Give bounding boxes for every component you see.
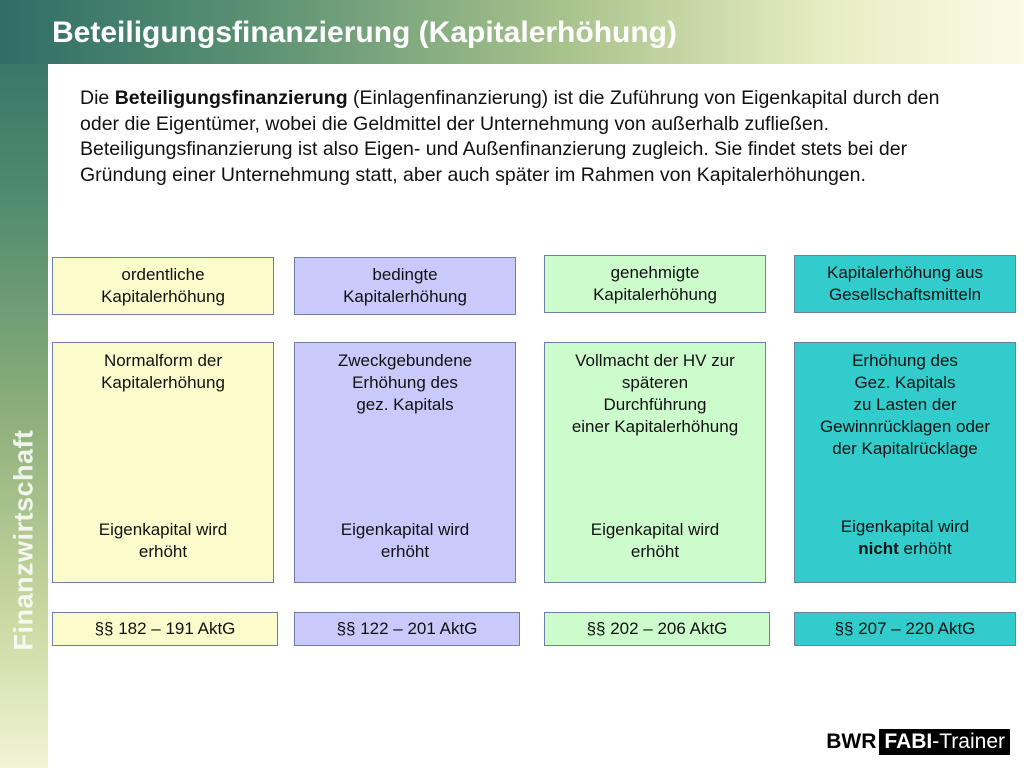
description-line: der Kapitalrücklage: [832, 439, 978, 458]
sidebar-label: Finanzwirtschaft: [8, 429, 39, 651]
header-line: genehmigte: [610, 263, 700, 282]
description-line: einer Kapitalerhöhung: [571, 417, 739, 436]
description-line: Erhöhung des: [852, 351, 958, 370]
description-line: gez. Kapitals: [356, 395, 454, 414]
description-line: Zweckgebundene: [337, 351, 473, 370]
effect-line: Eigenkapital wird: [840, 517, 970, 536]
law-box-gesellschaftsmittel: [794, 612, 1016, 646]
law-box-bedingte: [294, 612, 520, 646]
logo-bwr: BWR: [826, 730, 877, 753]
effect-text: [295, 519, 515, 563]
effect-bold-word: nicht: [858, 539, 899, 558]
law-box-genehmigte: [544, 612, 770, 646]
header-line: Kapitalerhöhung aus: [827, 263, 983, 282]
page-title: Beteiligungsfinanzierung (Kapitalerhöhung): [52, 16, 677, 49]
header-line: Kapitalerhöhung: [101, 287, 225, 306]
header-box-gesellschaftsmittel: [794, 255, 1016, 313]
effect-line: erhöht: [138, 542, 188, 561]
header-line: bedingte: [372, 265, 438, 284]
intro-paragraph: [80, 86, 960, 188]
description-box-genehmigte: [544, 342, 766, 583]
effect-line: erhöht: [630, 542, 680, 561]
description-line: späteren: [621, 373, 689, 392]
effect-line: [795, 538, 1015, 560]
effect-line: Eigenkapital wird: [340, 520, 470, 539]
description-line: Gez. Kapitals: [854, 373, 956, 392]
header-box-bedingte: [294, 257, 516, 315]
header-box-ordentliche: [52, 257, 274, 315]
description-box-bedingte: [294, 342, 516, 583]
description-line: Vollmacht der HV zur: [575, 351, 735, 370]
description-line: Gewinnrücklagen oder: [819, 417, 991, 436]
effect-line: Eigenkapital wird: [590, 520, 720, 539]
header-line: Kapitalerhöhung: [343, 287, 467, 306]
header-box-genehmigte: [544, 255, 766, 313]
header-line: Gesellschaftsmitteln: [828, 285, 982, 304]
description-line: zu Lasten der: [853, 395, 957, 414]
description-line: Normalform der: [103, 351, 223, 370]
logo-fabi: FABI: [884, 730, 933, 753]
intro-prefix: Die: [80, 87, 115, 109]
effect-text: [53, 519, 273, 563]
effect-line: Eigenkapital wird: [98, 520, 228, 539]
brand-logo: [826, 729, 1010, 755]
law-reference: §§ 202 – 206 AktG: [586, 619, 728, 638]
logo-fabi-box: [879, 729, 1010, 755]
law-reference: §§ 122 – 201 AktG: [336, 619, 478, 638]
intro-rest: (Einlagenfinanzierung) ist die Zuführung von Eigenkapital durch den oder die Eigentümer, wobei die Geldmittel der Unternehmung von außerhalb zufließen. Beteiligungsfinanzierung ist also Eigen- und Außenfinanzierung zugleich. Sie findet stets bei der Gründung einer Unternehmung statt, aber auch später im Rahmen von Kapitalerhöhungen.: [80, 87, 940, 186]
description-box-gesellschaftsmittel: [794, 342, 1016, 583]
sidebar-band: [0, 0, 48, 768]
effect-text: [545, 519, 765, 563]
header-line: Kapitalerhöhung: [593, 285, 717, 304]
law-reference: §§ 182 – 191 AktG: [94, 619, 236, 638]
description-line: Durchführung: [603, 395, 707, 414]
law-box-ordentliche: [52, 612, 278, 646]
effect-rest: erhöht: [898, 539, 952, 558]
header-line: ordentliche: [121, 265, 205, 284]
description-line: Erhöhung des: [352, 373, 458, 392]
title-bar: [0, 0, 1024, 64]
effect-line: erhöht: [380, 542, 430, 561]
logo-trainer: -Trainer: [932, 730, 1005, 753]
intro-bold-term: Beteiligungsfinanzierung: [114, 87, 348, 109]
description-line: Kapitalerhöhung: [101, 373, 225, 392]
law-reference: §§ 207 – 220 AktG: [834, 619, 976, 638]
effect-text: [795, 516, 1015, 560]
description-box-ordentliche: [52, 342, 274, 583]
